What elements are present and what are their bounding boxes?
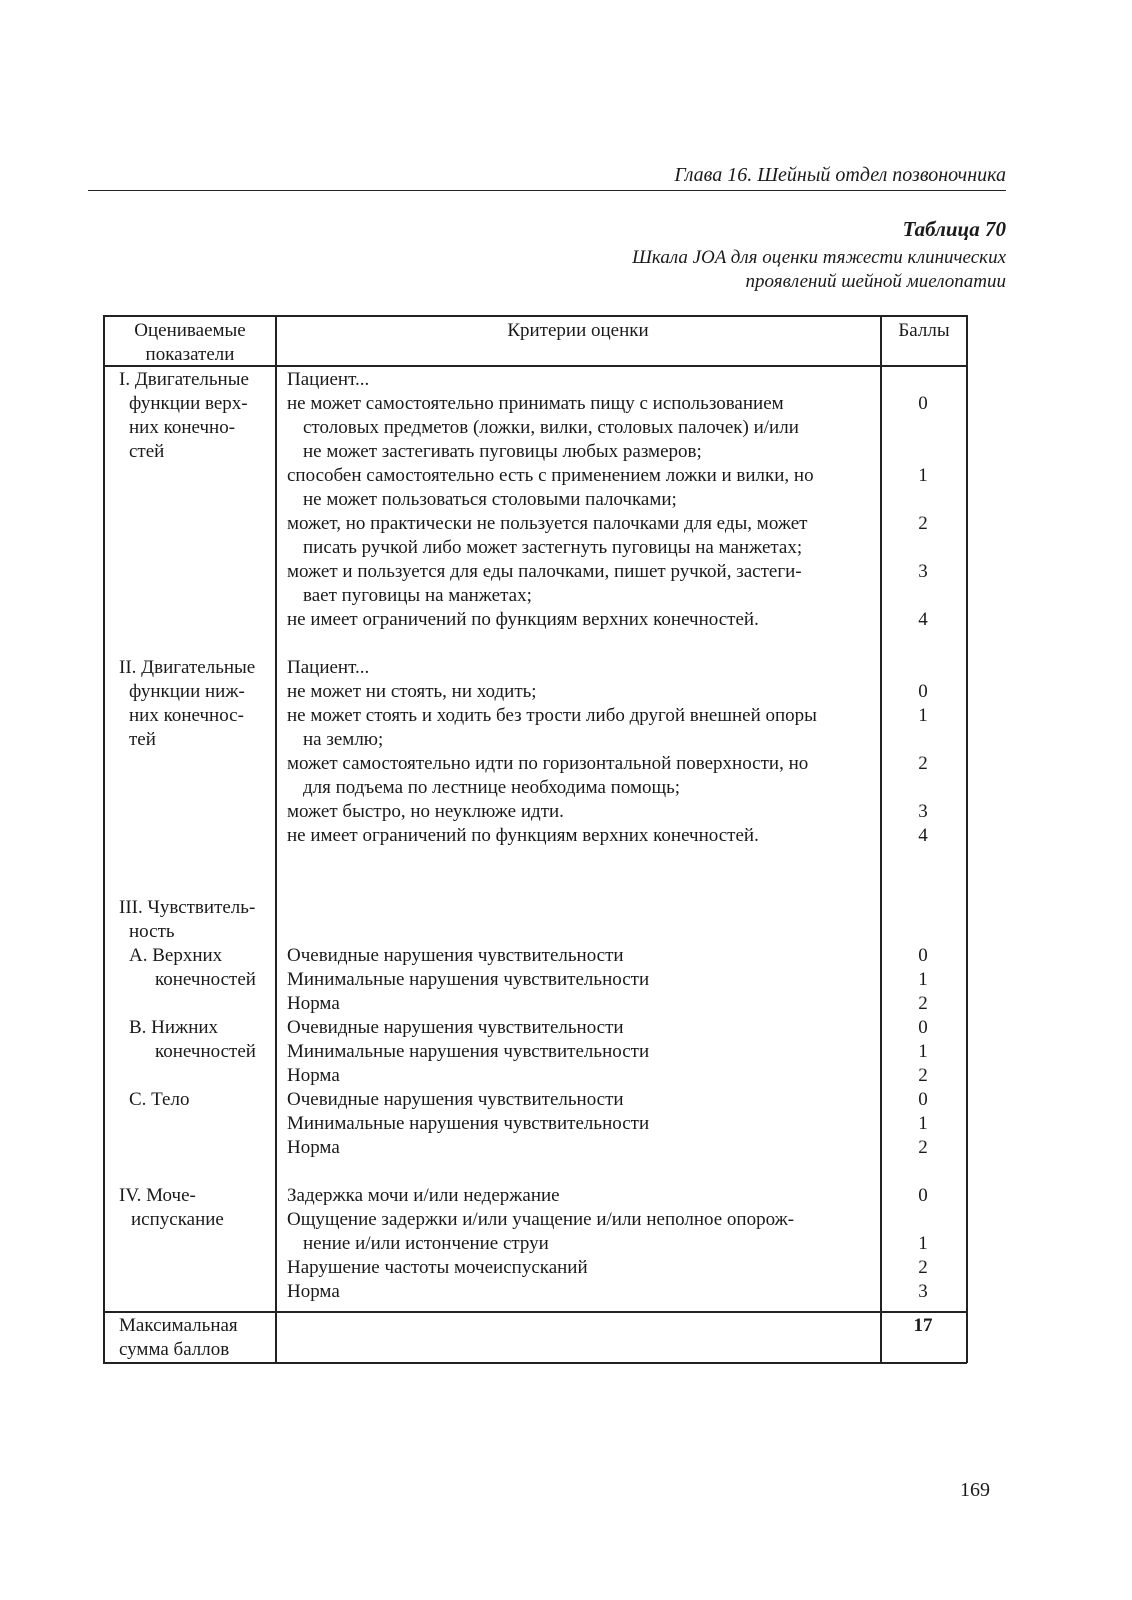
criteria-text: Норма	[287, 993, 340, 1014]
criteria-text: столовых предметов (ложки, вилки, столовых палочек) и/или	[303, 417, 799, 438]
criteria-text: может быстро, но неуклюже идти.	[287, 801, 564, 822]
page-number: 169	[960, 1479, 990, 1501]
score: 0	[918, 681, 928, 702]
criteria-text: может самостоятельно идти по горизонтальной поверхности, но	[287, 753, 809, 774]
criteria-text: Ощущение задержки и/или учащение и/или неполное опорож-	[287, 1209, 795, 1230]
section-label: стей	[129, 441, 165, 462]
criteria-text: способен самостоятельно есть с применением ложки и вилки, но	[287, 465, 814, 486]
section-label: ность	[129, 921, 175, 942]
table-border-top	[103, 315, 967, 317]
table-title	[486, 246, 1006, 294]
subsection-label: A. Верхних	[129, 945, 223, 966]
section-label: III. Чувствитель-	[119, 897, 256, 918]
score: 0	[918, 393, 928, 414]
criteria-text: нение и/или истончение струи	[303, 1233, 549, 1254]
section-label: I. Двигательные	[119, 369, 249, 390]
score: 2	[918, 1257, 928, 1278]
score: 3	[918, 561, 928, 582]
header-indicators	[106, 319, 274, 367]
column-divider	[275, 315, 277, 1363]
table-border-bottom	[103, 1362, 967, 1364]
total-score: 17	[913, 1315, 933, 1336]
criteria-text: Нарушение частоты мочеиспусканий	[287, 1257, 588, 1278]
score: 3	[918, 1281, 928, 1302]
table-number: Таблица 70	[902, 217, 1006, 241]
criteria-text: Норма	[287, 1137, 340, 1158]
section-label: испускание	[131, 1209, 224, 1230]
criteria-text: не может стоять и ходить без трости либо другой внешней опоры	[287, 705, 817, 726]
criteria-text: не может самостоятельно принимать пищу с использованием	[287, 393, 784, 414]
score: 4	[918, 825, 928, 846]
column-divider	[880, 315, 882, 1363]
score: 0	[918, 1089, 928, 1110]
criteria-intro: Пациент...	[287, 369, 370, 390]
running-head: Глава 16. Шейный отдел позвоночника	[88, 162, 1006, 191]
criteria-text: Норма	[287, 1065, 340, 1086]
score: 2	[918, 753, 928, 774]
subsection-label: C. Тело	[129, 1089, 190, 1110]
criteria-text: вает пуговицы на манжетах;	[303, 585, 532, 606]
score: 0	[918, 1185, 928, 1206]
score: 1	[918, 465, 928, 486]
section-label: II. Двигательные	[119, 657, 256, 678]
criteria-text: Задержка мочи и/или недержание	[287, 1185, 560, 1206]
score: 1	[918, 1041, 928, 1062]
score: 1	[918, 1233, 928, 1254]
score: 1	[918, 1113, 928, 1134]
criteria-intro: Пациент...	[287, 657, 370, 678]
criteria-text: Минимальные нарушения чувствительности	[287, 969, 650, 990]
score: 2	[918, 1137, 928, 1158]
criteria-text: не имеет ограничений по функциям верхних конечностей.	[287, 825, 759, 846]
subsection-label: B. Нижних	[129, 1017, 219, 1038]
criteria-text: для подъема по лестнице необходима помощь;	[303, 777, 681, 798]
score: 2	[918, 1065, 928, 1086]
section-label: функции верх-	[129, 393, 248, 414]
criteria-text: может и пользуется для еды палочками, пишет ручкой, застеги-	[287, 561, 802, 582]
score: 1	[918, 969, 928, 990]
section-label: функции ниж-	[129, 681, 245, 702]
criteria-text: Норма	[287, 1281, 340, 1302]
score: 0	[918, 945, 928, 966]
criteria-text: на землю;	[303, 729, 384, 750]
header-line: Оцениваемые	[134, 320, 246, 341]
score: 2	[918, 993, 928, 1014]
criteria-text: писать ручкой либо может застегнуть пуговицы на манжетах;	[303, 537, 803, 558]
score: 3	[918, 801, 928, 822]
header-points: Баллы	[898, 320, 950, 341]
criteria-text: не может застегивать пуговицы любых размеров;	[303, 441, 702, 462]
total-label: сумма баллов	[119, 1339, 230, 1360]
table-border-right	[966, 315, 968, 1363]
score: 4	[918, 609, 928, 630]
section-label: них конечнос-	[129, 705, 244, 726]
subsection-label: конечностей	[155, 969, 256, 990]
footer-rule	[103, 1311, 967, 1313]
criteria-text: Минимальные нарушения чувствительности	[287, 1113, 650, 1134]
header-criteria: Критерии оценки	[507, 320, 649, 341]
criteria-text: может, но практически не пользуется палочками для еды, может	[287, 513, 808, 534]
criteria-text: не может ни стоять, ни ходить;	[287, 681, 537, 702]
criteria-text: Очевидные нарушения чувствительности	[287, 945, 624, 966]
total-label: Максимальная	[119, 1315, 238, 1336]
table-border-left	[103, 315, 105, 1363]
header-line: показатели	[145, 344, 235, 365]
criteria-text: Очевидные нарушения чувствительности	[287, 1017, 624, 1038]
criteria-text: Минимальные нарушения чувствительности	[287, 1041, 650, 1062]
score: 1	[918, 705, 928, 726]
section-label: IV. Моче-	[119, 1185, 196, 1206]
criteria-text: не имеет ограничений по функциям верхних конечностей.	[287, 609, 759, 630]
criteria-text: не может пользоваться столовыми палочками;	[303, 489, 677, 510]
score: 2	[918, 513, 928, 534]
section-label: них конечно-	[129, 417, 236, 438]
table-title-line: Шкала JOA для оценки тяжести клинических	[632, 247, 1006, 268]
subsection-label: конечностей	[155, 1041, 256, 1062]
table-title-line: проявлений шейной миелопатии	[745, 271, 1006, 292]
score: 0	[918, 1017, 928, 1038]
criteria-text: Очевидные нарушения чувствительности	[287, 1089, 624, 1110]
section-label: тей	[129, 729, 156, 750]
